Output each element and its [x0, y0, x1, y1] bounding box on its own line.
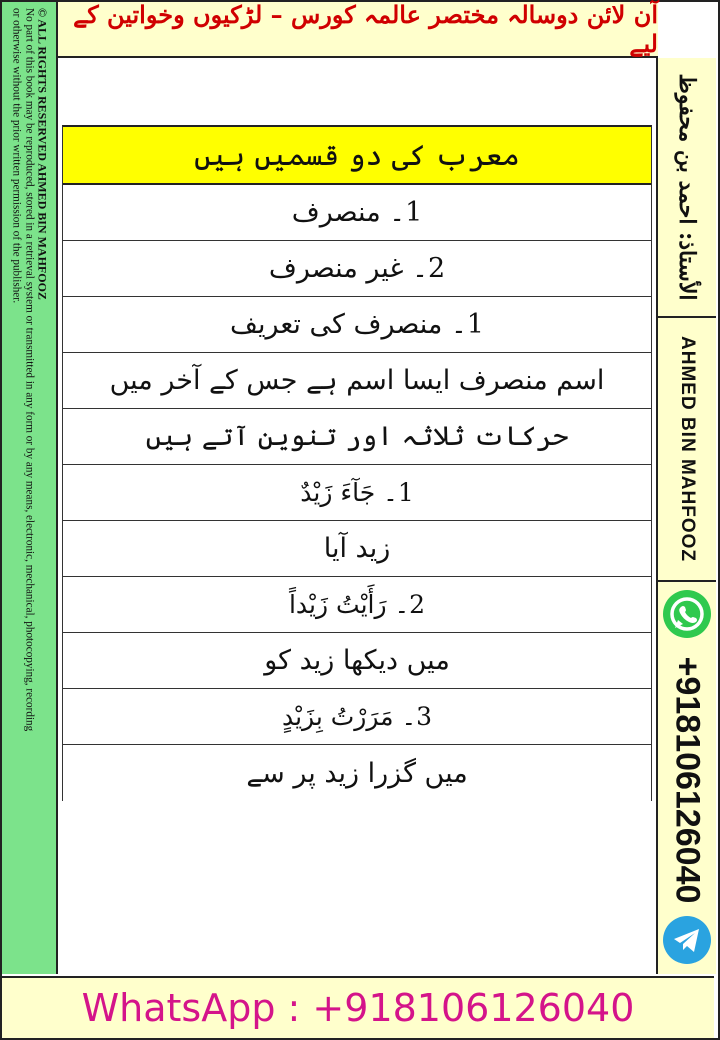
table-row: حرکات ثلاثہ اور تنوین آتے ہیں	[63, 409, 651, 465]
copyright-text	[10, 8, 49, 968]
table-heading: معرب کی دو قسمیں ہیں	[63, 127, 651, 185]
copyright-line-3: or otherwise without the prior written permission of the publisher.	[10, 8, 23, 304]
whatsapp-icon[interactable]	[663, 590, 711, 638]
table-row: 1۔ جَآءَ زَیْدٌ	[63, 465, 651, 521]
copyright-line-1: © ALL RIGHTS RESERVED AHMED BIN MAHFOOZ	[35, 8, 50, 300]
phone-number: +918106126040	[668, 656, 707, 904]
table-row: 2۔ رَأَیْتُ زَیْداً	[63, 577, 651, 633]
table-row: میں دیکھا زید کو	[63, 633, 651, 689]
grammar-table	[62, 125, 652, 801]
table-row: میں گزرا زید پر سے	[246, 757, 468, 789]
header-title: آن لائن دوسالہ مختصر عالمہ کورس – لڑکیوں وخواتین کے لیے	[58, 2, 658, 58]
table-row: 1۔ منصرف کی تعریف	[63, 297, 651, 353]
teacher-label-section	[658, 58, 716, 318]
table-row: 1۔ منصرف	[63, 185, 651, 241]
table-row: 3۔ مَرَرْتُ بِزَیْدٍ	[63, 689, 651, 745]
copyright-line-2: No part of this book may be reproduced, stored in a retrieval system or transmitted in any form or by any means, electronic, mechanical, photocopying, recording	[23, 8, 36, 732]
telegram-icon[interactable]	[663, 916, 711, 964]
teacher-label: الأستاذ: احمد بن محفوظ	[674, 73, 700, 301]
table-row: اسم منصرف ایسا اسم ہے جس کے آخر میں	[63, 353, 651, 409]
copyright-sidebar	[2, 2, 58, 974]
teacher-sidebar	[656, 58, 716, 974]
footer-whatsapp[interactable]: WhatsApp : +918106126040	[2, 976, 714, 1038]
name-section	[658, 318, 716, 582]
phone-section	[658, 650, 716, 910]
teacher-name-en: AHMED BIN MAHFOOZ	[677, 336, 698, 562]
table-row: 2۔ غیر منصرف	[63, 241, 651, 297]
table-row: زید آیا	[63, 521, 651, 577]
